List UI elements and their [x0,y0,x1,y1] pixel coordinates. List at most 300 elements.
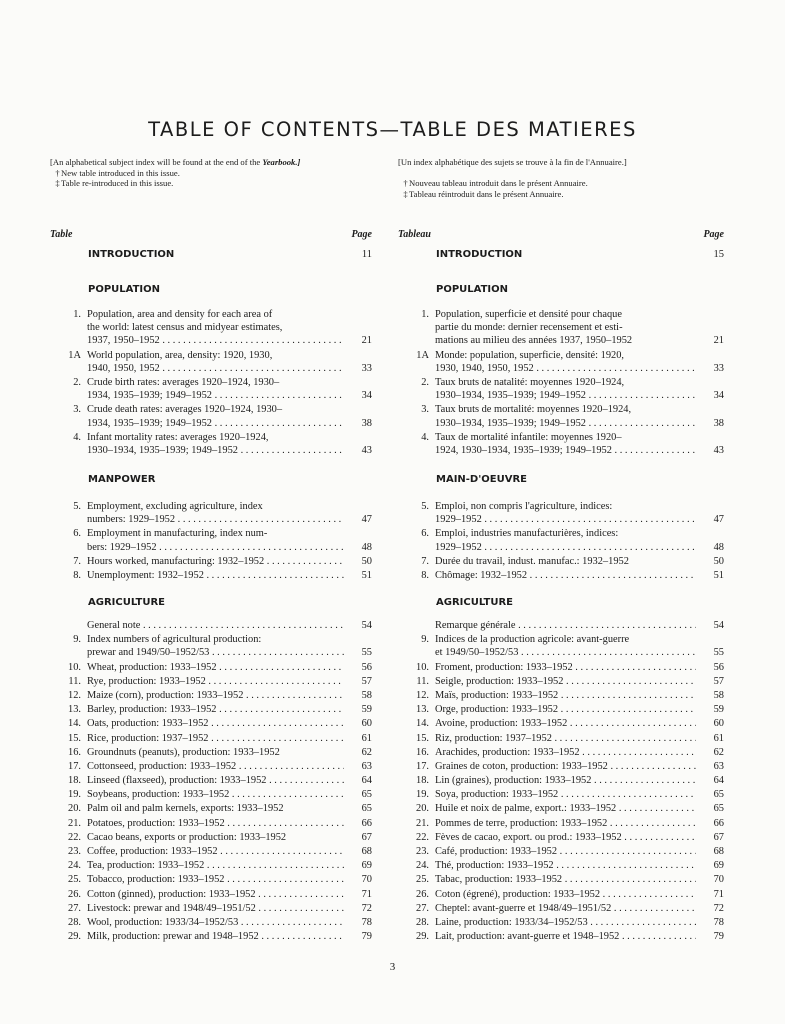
entry-title: Seigle, production: 1933–1952 . . . [435,675,696,688]
toc-entry[interactable] [50,902,372,915]
entry-title: 1929–1952 . . . [435,513,696,526]
table-number: 6. [421,528,429,540]
table-number: 18. [416,775,429,787]
entry-title: Potatoes, production: 1933–1952 . . . [87,817,344,830]
entry-page: 71 [713,888,724,900]
section-agriculture: AGRICULTURE [88,597,166,608]
table-number: 11. [416,675,429,687]
entry-page: 67 [361,831,372,843]
population-entries-fr [398,307,724,457]
table-number: 17. [68,760,81,772]
table-number: 16. [68,746,81,758]
column-headings: Table Page [50,229,372,240]
entry-title: Tabac, production: 1933–1952 . . . [435,873,696,886]
entry-title: partie du monde: dernier recensement et esti- [435,322,623,334]
toc-entry[interactable] [398,403,724,416]
toc-entry[interactable] [398,334,724,347]
entry-page: 63 [713,760,724,772]
entry-page: 63 [361,760,372,772]
section-agriculture-fr: AGRICULTURE [436,597,514,608]
table-number: 5. [421,501,429,512]
entry-title: Population, area and density for each area of [87,309,273,320]
toc-entry[interactable] [50,349,372,362]
toc-entry[interactable] [398,646,724,659]
entry-title: Employment in manufacturing, index num- [87,528,268,540]
entry-title: Groundnuts (peanuts), production: 1933–1952 [87,746,280,758]
toc-entry[interactable] [50,746,372,759]
toc-entry[interactable] [398,431,724,444]
entry-page: 70 [713,874,724,886]
toc-entry[interactable] [398,661,724,674]
table-number: 14. [68,718,81,730]
table-number: 24. [68,860,81,872]
entry-page: 56 [361,661,372,673]
entry-title: Indices de la production agricole: avant-guerre [435,634,630,646]
toc-entry[interactable] [50,788,372,801]
toc-entry[interactable] [398,513,724,526]
entry-title: Tea, production: 1933–1952 . . . [87,859,344,872]
entry-title: Rye, production: 1933–1952 . . . [87,675,344,688]
entry-page: 33 [361,362,372,374]
table-number: 15. [68,732,81,744]
table-number: 27. [416,902,429,914]
page-title: TABLE OF CONTENTS—TABLE DES MATIERES [148,118,637,141]
toc-entry[interactable] [398,746,724,759]
table-number: 26. [68,888,81,900]
entry-page: 70 [361,874,372,886]
toc-entry[interactable] [50,308,372,321]
toc-entry[interactable] [50,646,372,659]
entry-page: 48 [361,541,372,553]
table-number: 25. [68,874,81,886]
entry-title: Arachides, production: 1933–1952 . . . [435,746,696,759]
entry-title: Soya, production: 1933–1952 . . . [435,788,696,801]
toc-entry[interactable] [50,717,372,730]
table-number: 28. [416,916,429,928]
entry-title: Crude birth rates: averages 1920–1924, 1930– [87,376,280,388]
entry-page: 43 [361,444,372,456]
entry-page: 50 [361,555,372,567]
column-headings-fr: Tableau Page [398,229,724,240]
entry-page: 69 [361,860,372,872]
toc-entry[interactable] [398,389,724,402]
entry-page: 21 [361,335,372,347]
toc-entry[interactable] [398,675,724,688]
table-number: 3. [73,404,81,416]
toc-entry[interactable] [398,831,724,844]
toc-entry[interactable] [50,321,372,334]
toc-entry[interactable] [398,703,724,716]
table-number: 1A [68,349,81,361]
toc-entry[interactable] [398,619,724,632]
toc-entry[interactable] [50,802,372,815]
entry-title: Taux bruts de natalité: moyennes 1920–1924, [435,376,625,388]
entry-page: 38 [361,417,372,429]
entry-title: 1924, 1930–1934, 1935–1939; 1949–1952 . . . [435,444,696,457]
table-number: 26. [416,888,429,900]
entry-title: Population, superficie et densité pour chaque [435,309,622,320]
entry-page: 51 [713,569,724,581]
entry-page: 65 [713,789,724,801]
table-number: 3. [421,404,429,416]
section-manpower: MANPOWER [88,474,156,485]
toc-entry[interactable] [398,732,724,745]
entry-page: 43 [713,444,724,456]
reintroduced-table-note: Table re-introduced in this issue. [61,178,174,188]
entry-title: Monde: population, superficie, densité: 1920, [435,349,625,361]
entry-title: Index numbers of agricultural production: [87,634,262,646]
entry-title: Cheptel: avant-guerre et 1948/49–1951/52 . . . [435,902,696,915]
entry-title: Soybeans, production: 1933–1952 . . . [87,788,344,801]
entry-title: Huile et noix de palme, export.: 1933–1952 . . . [435,802,696,815]
toc-entry[interactable] [398,802,724,815]
toc-entry[interactable] [50,859,372,872]
table-number: 1. [73,309,81,320]
entry-title: Taux de mortalité infantile: moyennes 1920– [435,431,622,443]
table-number: 2. [73,376,81,388]
entry-title: Orge, production: 1933–1952 . . . [435,703,696,716]
entry-title: Emploi, industries manufacturières, indices: [435,528,619,540]
entry-title: 1930–1934, 1935–1939; 1949–1952 . . . [435,389,696,402]
agriculture-entries-fr [398,619,724,943]
manpower-entries-fr [398,499,724,582]
entry-title: 1930–1934, 1935–1939; 1949–1952 . . . [87,444,344,457]
toc-entry[interactable] [50,555,372,568]
entry-page: 71 [361,888,372,900]
new-table-note-fr: Nouveau tableau introduit dans le présent Annuaire. [409,178,588,188]
entry-title: Coffee, production: 1933–1952 . . . [87,845,344,858]
entry-title: the world: latest census and midyear estimates, [87,322,283,334]
manpower-entries [50,499,372,582]
entry-page: 69 [713,860,724,872]
entry-page: 58 [713,689,724,701]
entry-page: 38 [713,417,724,429]
section-introduction-fr[interactable]: INTRODUCTION 15 [436,249,724,260]
entry-page: 68 [361,846,372,857]
entry-page: 58 [361,689,372,701]
entry-title: World population, area, density: 1920, 1930, [87,349,273,361]
entry-title: Palm oil and palm kernels, exports: 1933–1952 [87,803,284,815]
table-number: 7. [421,555,429,567]
french-column [398,157,724,943]
entry-title: Café, production: 1933–1952 . . . [435,845,696,858]
table-number: 9. [73,634,81,646]
toc-entry[interactable] [50,527,372,540]
page-number: 3 [389,961,396,973]
entry-title: Fèves de cacao, export. ou prod.: 1933–1952 . . . [435,831,696,844]
toc-entry[interactable] [50,845,372,858]
table-number: 22. [416,831,429,843]
table-number: 2. [421,376,429,388]
entry-title: Wheat, production: 1933–1952 . . . [87,661,344,674]
reintroduced-table-note-fr: Tableau réintroduit dans le présent Annuaire. [409,188,564,199]
table-number: 20. [416,803,429,815]
toc-entry[interactable] [50,431,372,444]
new-table-note: New table introduced in this issue. [61,167,180,178]
entry-title: Infant mortality rates: averages 1920–1924, [87,431,269,443]
table-number: 29. [416,931,429,943]
toc-entry[interactable] [398,817,724,830]
entry-page: 66 [361,817,372,829]
entry-page: 72 [361,902,372,914]
entry-page: 66 [713,817,724,829]
toc-entry[interactable] [398,349,724,362]
entry-page: 78 [713,916,724,928]
entry-page: 64 [713,775,724,787]
entry-page: 34 [361,390,372,402]
agriculture-entries [50,619,372,943]
table-number: 21. [416,817,429,829]
entry-page: 50 [713,555,724,567]
table-number: 19. [416,789,429,801]
entry-title: 1940, 1950, 1952 . . . [87,362,344,375]
entry-title: prewar and 1949/50–1952/53 . . . [87,646,344,659]
toc-entry[interactable] [50,916,372,929]
toc-entry[interactable] [50,389,372,402]
entry-page: 62 [361,746,372,758]
table-number: 18. [68,775,81,787]
table-number: 12. [68,689,81,701]
section-manpower-fr: MAIN-D'OEUVRE [436,474,528,485]
entry-page: 57 [713,675,724,687]
table-number: 17. [416,760,429,772]
table-number: 13. [68,704,81,716]
entry-title: Crude death rates: averages 1920–1924, 1930– [87,404,283,416]
entry-title: Wool, production: 1933/34–1952/53 . . . [87,916,344,929]
entry-page: 62 [713,746,724,758]
entry-page: 55 [713,647,724,659]
toc-entry[interactable] [398,888,724,901]
population-entries [50,307,372,457]
table-number: 10. [416,661,429,673]
toc-entry[interactable] [50,774,372,787]
toc-entry[interactable] [398,859,724,872]
toc-entry[interactable] [398,569,724,582]
entry-page: 61 [361,732,372,744]
entry-page: 57 [361,675,372,687]
entry-page: 59 [713,704,724,716]
toc-entry[interactable] [50,376,372,389]
entry-title: Taux bruts de mortalité: moyennes 1920–1924, [435,404,632,416]
toc-entry[interactable] [50,500,372,513]
table-number: 29. [68,931,81,943]
entry-title: Coton (égrené), production: 1933–1952 . . . [435,888,696,901]
entry-title: Chômage: 1932–1952 . . . [435,569,696,582]
entry-page: 61 [713,732,724,744]
table-number: 25. [416,874,429,886]
toc-entry[interactable] [398,760,724,773]
toc-entry[interactable] [398,321,724,334]
table-number: 21. [68,817,81,829]
toc-entry[interactable] [398,444,724,457]
toc-entry[interactable] [50,403,372,416]
table-number: 27. [68,902,81,914]
entry-page: 60 [713,718,724,730]
entry-title: 1929–1952 . . . [435,541,696,554]
entry-title: Cotton (ginned), production: 1933–1952 . . . [87,888,344,901]
entry-title: bers: 1929–1952 . . . [87,541,344,554]
table-number: 1. [421,309,429,320]
entry-page: 56 [713,661,724,673]
toc-entry[interactable] [398,717,724,730]
entry-page: 67 [713,831,724,843]
toc-entry[interactable] [398,555,724,568]
entry-title: 1937, 1950–1952 . . . [87,334,344,347]
table-number: 10. [68,661,81,673]
table-number: 11. [68,675,81,687]
entry-title: Emploi, non compris l'agriculture, indices: [435,501,613,512]
entry-title: Oats, production: 1933–1952 . . . [87,717,344,730]
table-number: 15. [416,732,429,744]
index-note-fr: [Un index alphabétique des sujets se trouve à la fin de l'Annuaire.] †Nouveau tableau introduit dans le présent Annuaire. ‡Tableau réintroduit dans le présent Annuaire. [398,157,627,199]
entry-page: 34 [713,390,724,402]
toc-entry[interactable] [398,376,724,389]
section-introduction[interactable]: INTRODUCTION 11 [88,249,372,260]
table-number: 12. [416,689,429,701]
table-number: 28. [68,916,81,928]
toc-entry[interactable] [50,513,372,526]
toc-entry[interactable] [50,732,372,745]
entry-page: 78 [361,916,372,928]
toc-entry[interactable] [50,334,372,347]
table-number: 4. [421,431,429,443]
entry-page: 65 [361,789,372,801]
entry-title: Livestock: prewar and 1948/49–1951/52 . . . [87,902,344,915]
toc-entry[interactable] [398,902,724,915]
toc-entry[interactable] [50,888,372,901]
entry-title: Riz, production: 1937–1952 . . . [435,732,696,745]
table-number: 24. [416,860,429,872]
table-number: 8. [73,569,81,581]
toc-entry[interactable] [50,444,372,457]
entry-title: Tobacco, production: 1933–1952 . . . [87,873,344,886]
table-number: 5. [73,501,81,512]
toc-entry[interactable] [50,873,372,886]
table-number: 4. [73,431,81,443]
toc-entry[interactable] [50,675,372,688]
entry-title: Cottonseed, production: 1933–1952 . . . [87,760,344,773]
entry-page: 65 [361,803,372,815]
table-number: 8. [421,569,429,581]
table-number: 7. [73,555,81,567]
toc-entry[interactable] [398,633,724,646]
table-number: 13. [416,704,429,716]
entry-page: 59 [361,704,372,716]
entry-page: 54 [361,620,372,631]
entry-title: Barley, production: 1933–1952 . . . [87,703,344,716]
entry-title: General note . . . [87,619,344,632]
toc-entry[interactable] [398,417,724,430]
entry-page: 72 [713,902,724,914]
table-number: 23. [416,846,429,857]
toc-entry[interactable] [50,661,372,674]
entry-title: Froment, production: 1933–1952 . . . [435,661,696,674]
toc-entry[interactable] [398,873,724,886]
section-population: POPULATION [88,284,161,295]
entry-title: et 1949/50–1952/53 . . . [435,646,696,659]
toc-entry[interactable] [50,703,372,716]
toc-entry[interactable] [398,308,724,321]
entry-page: 54 [713,620,724,631]
entry-page: 21 [713,335,724,347]
toc-entry[interactable] [50,417,372,430]
index-note: [An alphabetical subject index will be found at the end of the Yearbook.] †New table introduced in this issue. ‡Table re-introduced in this issue. [50,157,301,188]
toc-entry[interactable] [50,930,372,943]
entry-title: Remarque générale . . . [435,619,696,632]
entry-page: 48 [713,541,724,553]
entry-page: 47 [713,514,724,526]
entry-title: Milk, production: prewar and 1948–1952 . . . [87,930,344,943]
toc-entry[interactable] [50,817,372,830]
toc-entry[interactable] [50,689,372,702]
toc-entry[interactable] [398,362,724,375]
toc-entry[interactable] [398,930,724,943]
entry-title: Graines de coton, production: 1933–1952 . . . [435,760,696,773]
toc-entry[interactable] [50,569,372,582]
toc-entry[interactable] [398,689,724,702]
toc-entry[interactable] [398,845,724,858]
entry-title: Cacao beans, exports or production: 1933–1952 [87,831,287,843]
table-number: 16. [416,746,429,758]
table-number: 14. [416,718,429,730]
entry-page: 65 [713,803,724,815]
toc-entry[interactable] [398,500,724,513]
entry-title: 1934, 1935–1939; 1949–1952 . . . [87,389,344,402]
entry-title: Lait, production: avant-guerre et 1948–1952 . . . [435,930,696,943]
entry-title: Unemployment: 1932–1952 . . . [87,569,344,582]
english-column [50,157,372,943]
entry-page: 51 [361,569,372,581]
entry-title: Laine, production: 1933/34–1952/53 . . . [435,916,696,929]
entry-page: 64 [361,775,372,787]
table-number: 19. [68,789,81,801]
entry-title: 1930, 1940, 1950, 1952 . . . [435,362,696,375]
entry-title: Durée du travail, indust. manufac.: 1932–1952 [435,555,629,567]
toc-entry[interactable] [50,541,372,554]
toc-entry[interactable] [50,831,372,844]
toc-entry[interactable] [50,633,372,646]
section-population-fr: POPULATION [436,284,509,295]
toc-entry[interactable] [398,774,724,787]
entry-title: Linseed (flaxseed), production: 1933–1952 . . . [87,774,344,787]
toc-entry[interactable] [398,788,724,801]
table-number: 23. [68,846,81,857]
entry-title: Lin (graines), production: 1933–1952 . . . [435,774,696,787]
entry-title: Avoine, production: 1933–1952 . . . [435,717,696,730]
toc-entry[interactable] [50,760,372,773]
table-number: 1A [416,349,429,361]
table-number: 6. [73,528,81,540]
table-number: 22. [68,831,81,843]
toc-entry[interactable] [50,619,372,632]
entry-page: 79 [713,931,724,943]
table-number: 20. [68,803,81,815]
toc-entry[interactable] [398,527,724,540]
entry-title: mations au milieu des années 1937, 1950–1952 [435,335,633,347]
entry-title: Hours worked, manufacturing: 1932–1952 . . . [87,555,344,568]
entry-page: 47 [361,514,372,526]
toc-entry[interactable] [50,362,372,375]
toc-entry[interactable] [398,916,724,929]
entry-page: 79 [361,931,372,943]
entry-title: Thé, production: 1933–1952 . . . [435,859,696,872]
entry-page: 60 [361,718,372,730]
entry-title: 1930–1934, 1935–1939; 1949–1952 . . . [435,417,696,430]
entry-title: Maize (corn), production: 1933–1952 . . . [87,689,344,702]
entry-page: 55 [361,647,372,659]
toc-entry[interactable] [398,541,724,554]
entry-page: 33 [713,362,724,374]
